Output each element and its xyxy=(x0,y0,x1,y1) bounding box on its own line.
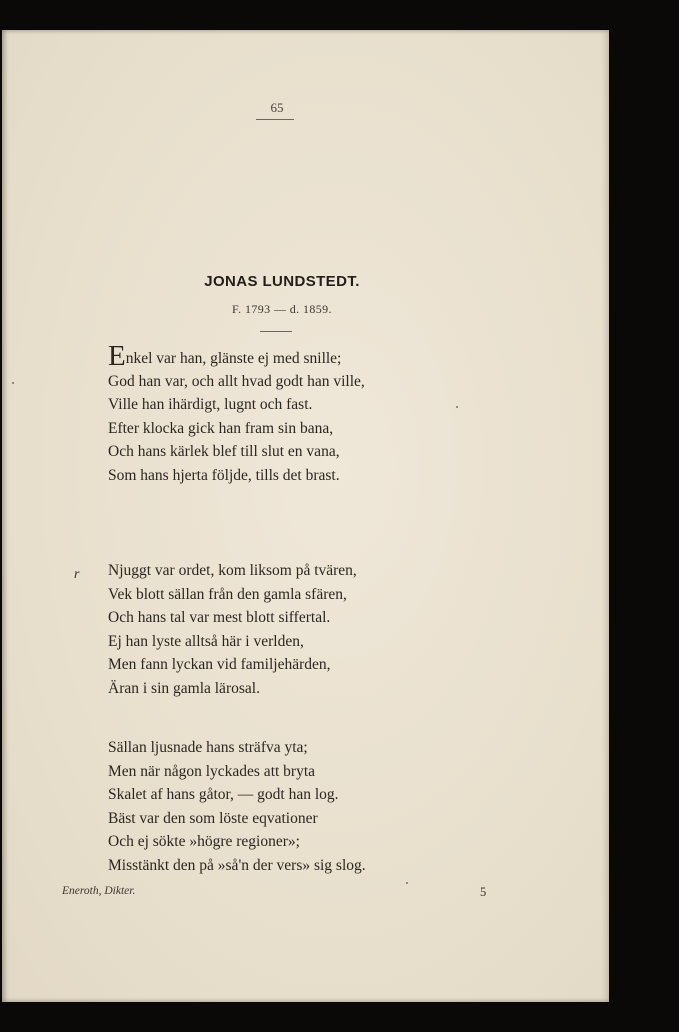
poem-line: Skalet af hans gåtor, — godt han log. xyxy=(108,786,339,804)
poem-line-text: nkel var han, glänste ej med snille; xyxy=(125,350,342,367)
poem-line: Sällan ljusnade hans sträfva yta; xyxy=(108,739,308,756)
stanza-2 xyxy=(108,559,357,701)
margin-mark: r xyxy=(74,567,80,582)
paper-speck xyxy=(456,406,458,408)
poem-line: Som hans hjerta följde, tills det brast. xyxy=(108,466,340,484)
stanza-1 xyxy=(108,340,365,488)
poem-line: Och hans kärlek blef till slut en vana, xyxy=(108,443,340,461)
drop-cap: E xyxy=(108,340,126,372)
stanza-3 xyxy=(108,736,366,878)
poem-line: Men fann lyckan vid familjehärden, xyxy=(108,656,331,674)
poem-line: God han var, och allt hvad godt han ville, xyxy=(108,372,365,390)
poem-line: Men när någon lyckades att bryta xyxy=(108,762,316,780)
poem-line xyxy=(108,340,365,372)
book-page xyxy=(2,30,609,1002)
sheet-number: 5 xyxy=(480,885,487,899)
title-rule xyxy=(260,331,292,332)
footer-signature: Eneroth, Dikter. xyxy=(62,885,136,897)
poem-line: Bäst var den som löste eqvationer xyxy=(108,809,318,827)
poem-line: Vek blott sällan från den gamla sfären, xyxy=(108,585,347,603)
paper-speck xyxy=(406,882,408,884)
poem-line: Och ej sökte »högre regioner»; xyxy=(108,833,300,851)
poem-line: Misstänkt den på »så'n der vers» sig slog. xyxy=(108,856,366,874)
poem-line: Och hans tal var mest blott siffertal. xyxy=(108,609,331,627)
poem-line: Äran i sin gamla lärosal. xyxy=(108,679,260,697)
header-rule xyxy=(256,119,294,120)
poem-title: JONAS LUNDSTEDT. xyxy=(204,273,360,290)
poem-dates: F. 1793 — d. 1859. xyxy=(232,302,332,316)
paper-speck xyxy=(12,382,14,384)
poem-line: Njuggt var ordet, kom liksom på tvären, xyxy=(108,562,357,579)
poem-line: Ville han ihärdigt, lugnt och fast. xyxy=(108,396,313,414)
page-number: 65 xyxy=(270,100,284,115)
poem-line: Ej han lyste alltså här i verlden, xyxy=(108,632,304,650)
poem-line: Efter klocka gick han fram sin bana, xyxy=(108,419,334,437)
